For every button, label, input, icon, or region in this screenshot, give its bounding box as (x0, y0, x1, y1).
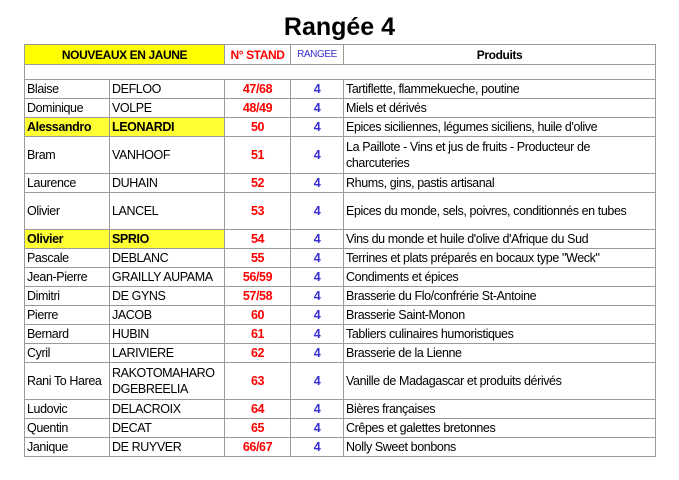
last-name-cell: SPRIO (110, 230, 225, 249)
rangee-cell: 4 (291, 80, 344, 99)
first-name-cell: Pascale (25, 249, 110, 268)
stand-cell: 57/58 (225, 287, 291, 306)
table-row (25, 99, 656, 118)
produits-cell: Vanille de Madagascar et produits dérivés (344, 363, 656, 400)
last-name-cell: DE RUYVER (110, 438, 225, 457)
produits-cell: Condiments et épices (344, 268, 656, 287)
stand-cell: 47/68 (225, 80, 291, 99)
rangee-cell: 4 (291, 230, 344, 249)
table-row (25, 137, 656, 174)
last-name-cell: HUBIN (110, 325, 225, 344)
first-name-cell: Ludovic (25, 400, 110, 419)
stand-cell: 66/67 (225, 438, 291, 457)
first-name-cell: Bram (25, 137, 110, 174)
stand-cell: 62 (225, 344, 291, 363)
stand-cell: 50 (225, 118, 291, 137)
last-name-cell: LANCEL (110, 193, 225, 230)
stand-cell: 56/59 (225, 268, 291, 287)
last-name-cell: RAKOTOMAHARO DGEBREELIA (110, 363, 225, 400)
table-row (25, 249, 656, 268)
table-row (25, 287, 656, 306)
stand-cell: 63 (225, 363, 291, 400)
table-row (25, 306, 656, 325)
header-rangee: RANGEE (291, 45, 344, 65)
stand-cell: 48/49 (225, 99, 291, 118)
table-header-row (25, 45, 656, 65)
table-row (25, 438, 656, 457)
first-name-cell: Jean-Pierre (25, 268, 110, 287)
page-title: Rangée 4 (283, 13, 396, 41)
stand-cell: 51 (225, 137, 291, 174)
produits-cell: Nolly Sweet bonbons (344, 438, 656, 457)
last-name-cell: DUHAIN (110, 174, 225, 193)
first-name-cell: Laurence (25, 174, 110, 193)
rangee-cell: 4 (291, 344, 344, 363)
stand-cell: 53 (225, 193, 291, 230)
rangee-cell: 4 (291, 287, 344, 306)
last-name-cell: GRAILLY AUPAMA (110, 268, 225, 287)
rangee-cell: 4 (291, 249, 344, 268)
produits-cell: Vins du monde et huile d'olive d'Afrique du Sud (344, 230, 656, 249)
last-name-cell: DECAT (110, 419, 225, 438)
table-row (25, 419, 656, 438)
rangee-cell: 4 (291, 438, 344, 457)
rangee-cell: 4 (291, 174, 344, 193)
produits-cell: La Paillote - Vins et jus de fruits - Producteur de charcuteries (344, 137, 656, 174)
blank-row (25, 65, 656, 80)
blank-cell (25, 65, 656, 80)
first-name-cell: Dominique (25, 99, 110, 118)
rangee-cell: 4 (291, 306, 344, 325)
table-row (25, 230, 656, 249)
rangee-cell: 4 (291, 400, 344, 419)
produits-cell: Crêpes et galettes bretonnes (344, 419, 656, 438)
produits-cell: Brasserie Saint-Monon (344, 306, 656, 325)
rangee-cell: 4 (291, 363, 344, 400)
last-name-cell: DEFLOO (110, 80, 225, 99)
stand-cell: 55 (225, 249, 291, 268)
rangee-cell: 4 (291, 268, 344, 287)
produits-cell: Epices du monde, sels, poivres, conditionnés en tubes (344, 193, 656, 230)
exhibitor-table (24, 44, 656, 457)
header-stand: N° STAND (225, 45, 291, 65)
produits-cell: Brasserie de la Lienne (344, 344, 656, 363)
stand-cell: 54 (225, 230, 291, 249)
first-name-cell: Quentin (25, 419, 110, 438)
first-name-cell: Olivier (25, 193, 110, 230)
table-row (25, 363, 656, 400)
produits-cell: Rhums, gins, pastis artisanal (344, 174, 656, 193)
produits-cell: Tabliers culinaires humoristiques (344, 325, 656, 344)
stand-cell: 61 (225, 325, 291, 344)
stand-cell: 60 (225, 306, 291, 325)
rangee-cell: 4 (291, 193, 344, 230)
header-produits: Produits (344, 45, 656, 65)
produits-cell: Miels et dérivés (344, 99, 656, 118)
stand-cell: 52 (225, 174, 291, 193)
table-row (25, 118, 656, 137)
rangee-cell: 4 (291, 137, 344, 174)
first-name-cell: Blaise (25, 80, 110, 99)
last-name-cell: VANHOOF (110, 137, 225, 174)
last-name-cell: LEONARDI (110, 118, 225, 137)
stand-cell: 65 (225, 419, 291, 438)
rangee-cell: 4 (291, 99, 344, 118)
table-row (25, 193, 656, 230)
first-name-cell: Dimitri (25, 287, 110, 306)
table-row (25, 325, 656, 344)
last-name-cell: LARIVIERE (110, 344, 225, 363)
first-name-cell: Olivier (25, 230, 110, 249)
last-name-cell: DE GYNS (110, 287, 225, 306)
produits-cell: Epices siciliennes, légumes siciliens, huile d'olive (344, 118, 656, 137)
last-name-cell: JACOB (110, 306, 225, 325)
table-row (25, 268, 656, 287)
first-name-cell: Janique (25, 438, 110, 457)
produits-cell: Terrines et plats préparés en bocaux type "Weck" (344, 249, 656, 268)
first-name-cell: Cyril (25, 344, 110, 363)
header-nouveaux: NOUVEAUX EN JAUNE (25, 45, 225, 65)
rangee-cell: 4 (291, 118, 344, 137)
produits-cell: Brasserie du Flo/confrérie St-Antoine (344, 287, 656, 306)
last-name-cell: DELACROIX (110, 400, 225, 419)
first-name-cell: Pierre (25, 306, 110, 325)
table-row (25, 80, 656, 99)
produits-cell: Tartiflette, flammekueche, poutine (344, 80, 656, 99)
stand-cell: 64 (225, 400, 291, 419)
last-name-cell: DEBLANC (110, 249, 225, 268)
rangee-cell: 4 (291, 325, 344, 344)
table-row (25, 344, 656, 363)
first-name-cell: Alessandro (25, 118, 110, 137)
produits-cell: Bières françaises (344, 400, 656, 419)
rangee-cell: 4 (291, 419, 344, 438)
last-name-cell: VOLPE (110, 99, 225, 118)
first-name-cell: Bernard (25, 325, 110, 344)
table-row (25, 174, 656, 193)
first-name-cell: Rani To Harea (25, 363, 110, 400)
table-row (25, 400, 656, 419)
